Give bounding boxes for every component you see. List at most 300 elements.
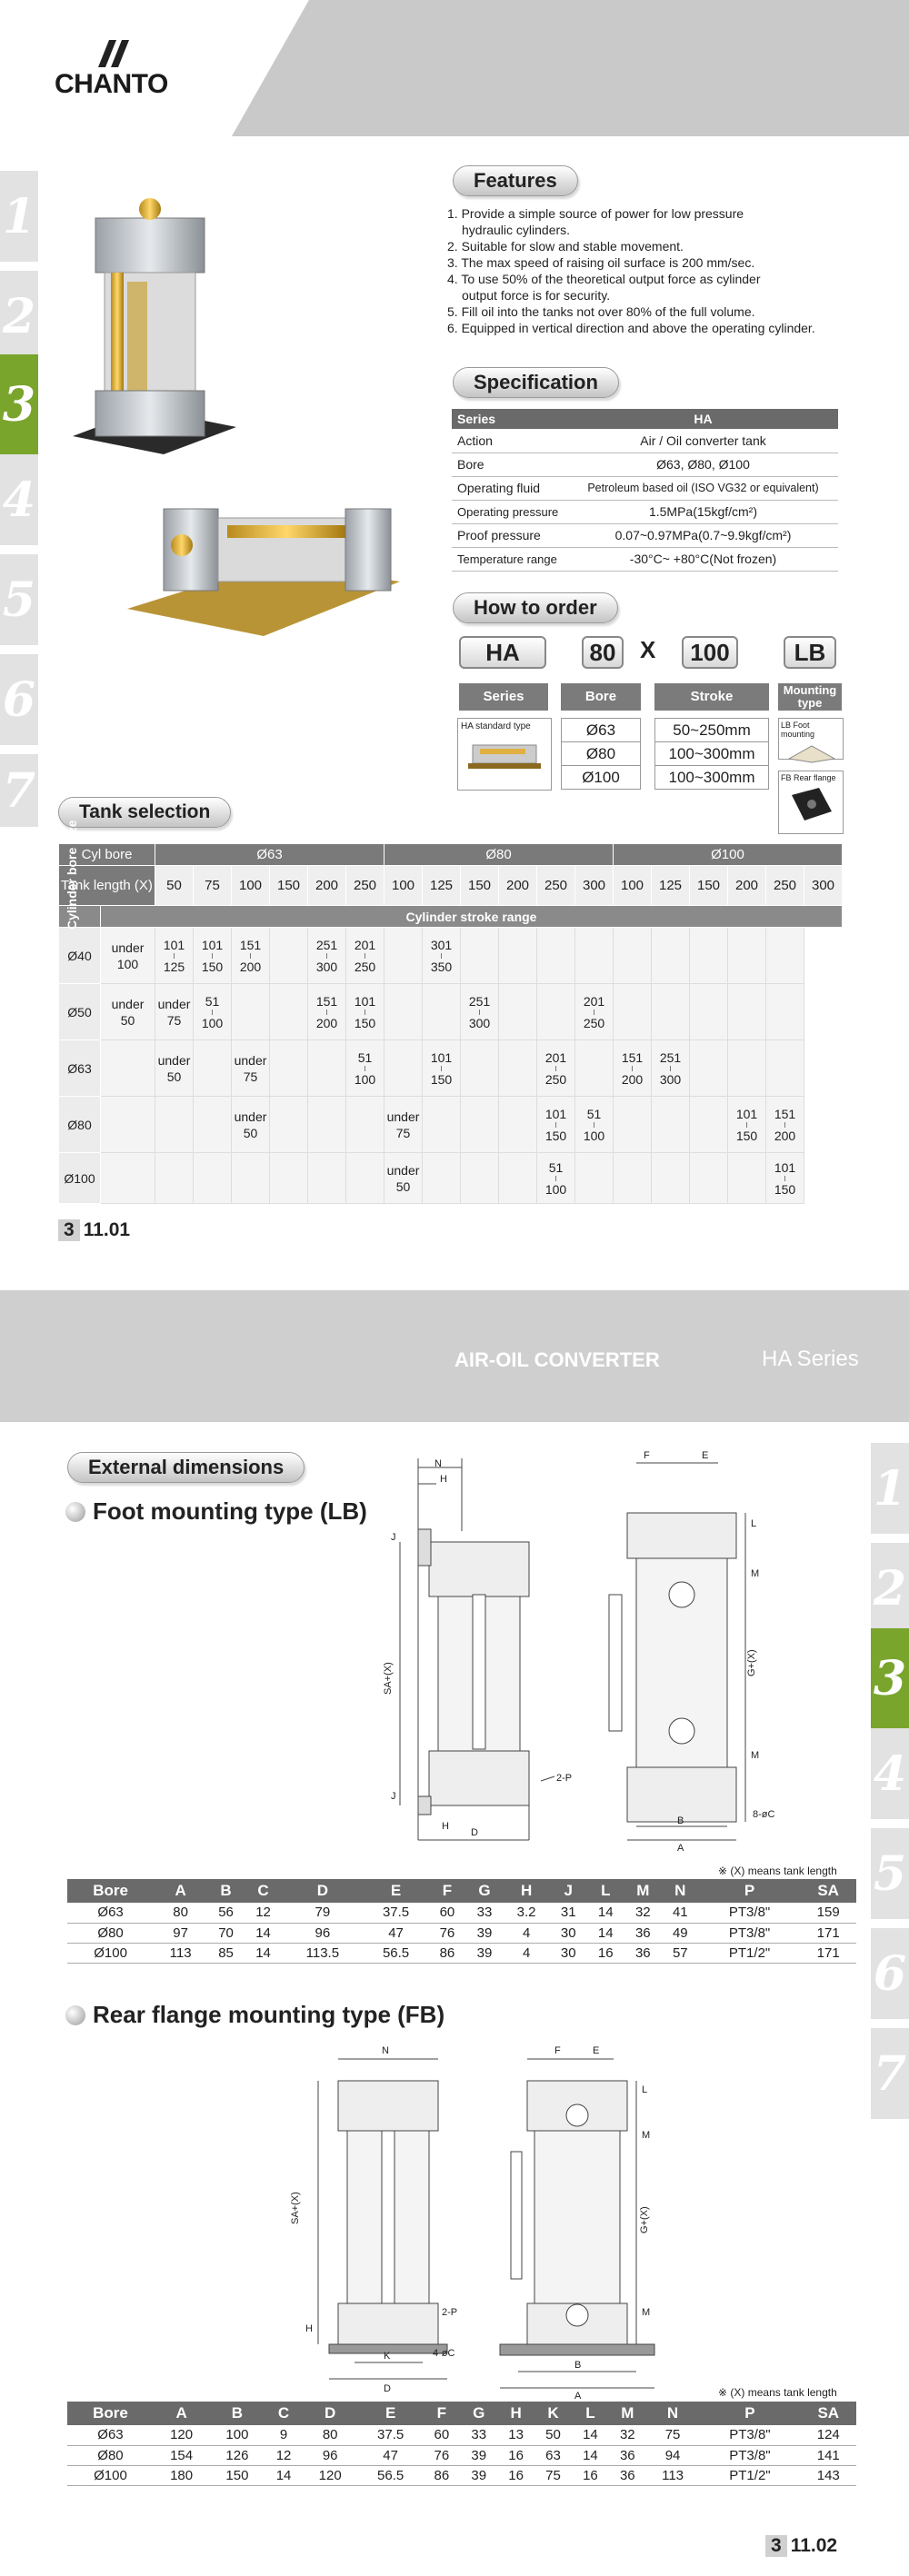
order-code-bore: 80 <box>582 636 624 669</box>
tank-cell <box>101 928 155 984</box>
stroke-option[interactable]: 50~250mm <box>655 719 769 742</box>
dim-cell: Ø80 <box>67 1923 154 1943</box>
tank-cell <box>385 1040 423 1097</box>
tank-row-bore: Ø50 <box>59 984 101 1040</box>
cell-line: 350 <box>430 959 453 974</box>
dim-cell: 39 <box>465 1923 503 1943</box>
tank-cell <box>101 984 155 1040</box>
dim-cell: 60 <box>428 1903 465 1923</box>
foot-mount-icon <box>784 741 839 764</box>
cell-line: under <box>111 940 145 955</box>
dim-col-header: E <box>364 1879 429 1903</box>
chapter-tab-7-right[interactable]: 7 <box>871 2028 909 2119</box>
tank-cell <box>232 928 270 984</box>
dim-cell: 37.5 <box>364 1903 429 1923</box>
chapter-tab-6-right[interactable]: 6 <box>871 1928 909 2019</box>
tank-length-col: 100 <box>385 866 423 906</box>
dim-cell: 75 <box>534 2465 572 2485</box>
dim-cell: 12 <box>245 1903 282 1923</box>
dim-cell: 14 <box>572 2425 609 2445</box>
dim-col-header: M <box>609 2402 646 2425</box>
tank-cell <box>575 1040 614 1097</box>
dim-cell: 154 <box>154 2445 209 2465</box>
tank-length-col: 150 <box>461 866 499 906</box>
cell-line: 75 <box>395 1125 411 1140</box>
tank-cell <box>537 1153 575 1204</box>
cell-line: 50 <box>166 1069 182 1084</box>
dim-cell: 14 <box>587 1903 624 1923</box>
tank-length-col: 200 <box>499 866 537 906</box>
dim-cell: 120 <box>154 2425 209 2445</box>
dim-col-header: P <box>699 1879 801 1903</box>
cell-line: 100 <box>544 1181 567 1197</box>
features-heading: Features <box>453 165 578 196</box>
cell-line: 100 <box>583 1128 605 1143</box>
dim-l: L <box>751 1518 757 1529</box>
cell-line: 101 <box>354 993 376 1009</box>
tank-cell <box>308 928 346 984</box>
dim-cell: 159 <box>800 1903 856 1923</box>
dim-e: E <box>702 1450 709 1461</box>
fb-title: Rear flange mounting type (FB) <box>93 2001 445 2028</box>
dim-col-header: B <box>209 2402 265 2425</box>
dim-cell: 96 <box>282 1923 364 1943</box>
tank-cell <box>614 1153 652 1204</box>
chapter-tab-4[interactable]: 4 <box>0 454 38 545</box>
tank-cell <box>346 1040 385 1097</box>
cell-line: 200 <box>239 959 262 974</box>
side-label <box>65 904 79 930</box>
cell-line: under <box>234 1109 267 1124</box>
bore-option[interactable]: Ø63 <box>562 719 641 742</box>
dim-col-header: H <box>503 1879 549 1903</box>
tank-length-col: 125 <box>652 866 690 906</box>
stroke-option[interactable]: 100~300mm <box>655 766 769 790</box>
dim-cell: 120 <box>303 2465 358 2485</box>
tank-length-note-lb: ※ (X) means tank length <box>718 1865 837 1877</box>
cell-line: 100 <box>354 1071 376 1087</box>
chapter-tab-5-right[interactable]: 5 <box>871 1828 909 1919</box>
tank-cell <box>423 984 461 1040</box>
fb-dim-p: 2-P <box>442 2307 458 2318</box>
tank-cell <box>308 984 346 1040</box>
fb-dim-f: F <box>554 2045 561 2056</box>
banner-series: HA Series <box>762 1347 859 1371</box>
tank-cell <box>346 928 385 984</box>
dim-m: M <box>751 1568 760 1579</box>
tank-cell <box>308 1040 346 1097</box>
cell-line: 150 <box>735 1128 758 1143</box>
tank-length-col: 200 <box>728 866 766 906</box>
chapter-tab-1[interactable]: 1 <box>0 171 38 262</box>
tank-length-col: 300 <box>804 866 843 906</box>
fb-dim-n: N <box>382 2045 389 2056</box>
tank-cell <box>575 1097 614 1153</box>
dim-row <box>67 2465 856 2485</box>
spec-value: -30°C~ +80°C(Not frozen) <box>568 547 838 571</box>
dim-cell: 57 <box>662 1943 699 1963</box>
dim-col-header: J <box>550 1879 587 1903</box>
product-photo <box>55 182 418 654</box>
lb-title: Foot mounting type (LB) <box>93 1497 367 1525</box>
tank-row <box>59 1040 843 1097</box>
dim-cell: 50 <box>534 2425 572 2445</box>
tank-cell <box>101 1040 155 1097</box>
cell-line: 75 <box>166 1012 182 1028</box>
page-number-2 <box>765 2535 837 2557</box>
tank-length-col: 75 <box>194 866 232 906</box>
chapter-tab-1-right[interactable]: 1 <box>871 1443 909 1534</box>
side-label-cell <box>59 906 101 928</box>
dim-n: N <box>435 1458 442 1469</box>
tank-cell <box>575 984 614 1040</box>
dim-cell: 14 <box>572 2445 609 2465</box>
dim-cell: PT3/8" <box>699 1923 801 1943</box>
chapter-tab-3[interactable]: 3 <box>0 354 38 454</box>
spec-label: Operating fluid <box>452 476 568 500</box>
cell-line: 101 <box>544 1106 567 1121</box>
tank-cell <box>690 984 728 1040</box>
cell-line: 201 <box>583 993 605 1009</box>
tank-cell <box>461 1153 499 1204</box>
chapter-tab-7[interactable]: 7 <box>0 754 38 827</box>
tank-length-col: 50 <box>155 866 194 906</box>
tank-length-col: 150 <box>270 866 308 906</box>
fb-dim-l: L <box>642 2084 648 2095</box>
dim-cell: 13 <box>497 2425 534 2445</box>
cell-line: 100 <box>116 956 139 971</box>
tank-cell <box>346 984 385 1040</box>
cell-line: 51 <box>205 993 220 1009</box>
tank-cell <box>652 1153 690 1204</box>
tank-cell <box>499 1040 537 1097</box>
tank-cell <box>766 1153 804 1204</box>
dim-h: H <box>440 1474 447 1485</box>
chapter-tab-4-right[interactable]: 4 <box>871 1728 909 1819</box>
cell-line: under <box>111 996 145 1011</box>
lb-section-title <box>65 1497 367 1526</box>
tank-cell <box>728 928 766 984</box>
tank-cell <box>101 1153 155 1204</box>
cell-line: 151 <box>239 937 262 952</box>
feature-item: 6. Equipped in vertical direction and above the operating cylinder. <box>447 321 815 335</box>
dim-cell: 39 <box>460 2445 497 2465</box>
dim-cell: 36 <box>624 1923 662 1943</box>
tank-cell <box>194 1097 232 1153</box>
dim-cell: 141 <box>801 2445 856 2465</box>
dim-cell: 85 <box>207 1943 245 1963</box>
dim-col-header: N <box>646 2402 700 2425</box>
order-label-stroke: Stroke <box>654 683 769 711</box>
cell-line: 151 <box>315 993 338 1009</box>
tank-cell <box>461 928 499 984</box>
fb-dim-h: H <box>305 2323 313 2334</box>
tank-cell <box>652 1097 690 1153</box>
spec-label: Bore <box>452 453 568 476</box>
lb-drawing <box>364 1450 836 1858</box>
tank-cell <box>346 1097 385 1153</box>
dim-cell: Ø63 <box>67 1903 154 1923</box>
tank-cell <box>537 928 575 984</box>
dim-cell: 94 <box>646 2445 700 2465</box>
cell-line: 250 <box>583 1015 605 1030</box>
cell-line: 300 <box>659 1071 682 1087</box>
dim-cell: 70 <box>207 1923 245 1943</box>
dim-col-header: C <box>245 1879 282 1903</box>
dim-cell: 16 <box>497 2445 534 2465</box>
dim-row <box>67 1923 856 1943</box>
cell-line: under <box>386 1109 420 1124</box>
stroke-option[interactable]: 100~300mm <box>655 742 769 766</box>
cell-line: 125 <box>163 959 185 974</box>
dim-cell: 113.5 <box>282 1943 364 1963</box>
spec-value: Air / Oil converter tank <box>568 429 838 453</box>
tank-length-col: 250 <box>766 866 804 906</box>
tank-cell <box>614 928 652 984</box>
stroke-options <box>654 718 769 790</box>
tank-cell <box>614 1040 652 1097</box>
tank-cell <box>652 1040 690 1097</box>
dim-col-header: A <box>154 1879 207 1903</box>
tank-cell <box>575 928 614 984</box>
dim-cell: 171 <box>800 1923 856 1943</box>
dim-cell: Ø80 <box>67 2445 154 2465</box>
tank-cell <box>270 1153 308 1204</box>
mount-option-fb[interactable] <box>778 771 844 834</box>
fb-section-title <box>65 2001 445 2029</box>
spec-table <box>452 409 838 572</box>
bore-group-80: Ø80 <box>385 844 614 866</box>
cell-line: 251 <box>659 1049 682 1065</box>
dim-cell: 37.5 <box>358 2425 424 2445</box>
cell-line: 250 <box>354 959 376 974</box>
dim-p: 2-P <box>556 1773 573 1784</box>
dim-col-header: SA <box>801 2402 856 2425</box>
fb-dim-k: K <box>384 2351 391 2362</box>
order-code-mount: LB <box>784 636 836 669</box>
tank-cell <box>728 1097 766 1153</box>
cell-line: 51 <box>586 1106 602 1121</box>
bore-group-100: Ø100 <box>614 844 843 866</box>
banner-title: AIR-OIL CONVERTER <box>454 1348 660 1371</box>
dim-cell: 86 <box>423 2465 460 2485</box>
dim-cell: PT3/8" <box>699 1903 801 1923</box>
tank-cell <box>385 1097 423 1153</box>
tank-cell <box>461 984 499 1040</box>
dim-col-header: C <box>265 2402 303 2425</box>
tank-length-col: 125 <box>423 866 461 906</box>
chapter-num: 3 <box>765 2535 787 2557</box>
cell-line: 100 <box>201 1015 224 1030</box>
dim-col-header: N <box>662 1879 699 1903</box>
feature-item: 1. Provide a simple source of power for low pressure <box>447 206 744 221</box>
order-label-bore: Bore <box>561 683 641 711</box>
spec-value: 0.07~0.97MPa(0.7~9.9kgf/cm²) <box>568 523 838 547</box>
tank-cell <box>232 1153 270 1204</box>
feature-item: hydraulic cylinders. <box>462 223 571 237</box>
series-note: HA standard type <box>461 721 531 731</box>
cell-line: under <box>234 1052 267 1068</box>
cell-line: 151 <box>774 1106 796 1121</box>
tank-length-col: 300 <box>575 866 614 906</box>
dim-cell: Ø100 <box>67 1943 154 1963</box>
tank-cell <box>461 1097 499 1153</box>
dim-col-header: A <box>154 2402 209 2425</box>
tank-cell <box>728 1040 766 1097</box>
tank-cell <box>270 928 308 984</box>
chapter-tab-5[interactable]: 5 <box>0 554 38 645</box>
fb-dim-d: D <box>384 2383 391 2394</box>
tank-cell <box>614 1097 652 1153</box>
tank-length-col: 250 <box>537 866 575 906</box>
order-code-x: X <box>640 636 656 663</box>
chapter-tab-2-right[interactable]: 2 <box>871 1543 909 1634</box>
dim-cell: 150 <box>209 2465 265 2485</box>
tank-length-col: 200 <box>308 866 346 906</box>
tank-cell <box>690 928 728 984</box>
tank-row-bore: Ø80 <box>59 1097 101 1153</box>
tank-cell <box>652 984 690 1040</box>
mount-lb-label: LB Foot mounting <box>781 721 815 739</box>
tank-cell <box>270 984 308 1040</box>
dim-col-header: P <box>699 2402 800 2425</box>
dim-col-header: E <box>358 2402 424 2425</box>
tank-length-col: 250 <box>346 866 385 906</box>
order-code-stroke: 100 <box>682 636 738 669</box>
tank-cell <box>155 1040 194 1097</box>
tank-cell <box>652 928 690 984</box>
dim-col-header: F <box>423 2402 460 2425</box>
cell-line: 201 <box>354 937 376 952</box>
dim-cell: 47 <box>364 1923 429 1943</box>
tank-length-label: Tank length (X) <box>59 866 155 906</box>
dim-cell: 32 <box>609 2425 646 2445</box>
tank-cell <box>499 1097 537 1153</box>
tank-length-col: 100 <box>232 866 270 906</box>
tank-selection-table <box>58 843 843 1204</box>
feature-item: 4. To use 50% of the theoretical output force as cylinder <box>447 272 761 286</box>
cell-line: 150 <box>774 1181 796 1197</box>
fb-drawing <box>273 2043 745 2402</box>
tank-cell <box>766 1040 804 1097</box>
lb-dimension-table <box>67 1879 856 1964</box>
dim-cell: 60 <box>423 2425 460 2445</box>
cell-line: 51 <box>548 1159 564 1175</box>
tank-row <box>59 928 843 984</box>
cyl-bore-label: Cyl bore <box>59 844 155 866</box>
dim-cell: 171 <box>800 1943 856 1963</box>
dim-g: G+(X) <box>746 1649 757 1676</box>
dim-cell: 30 <box>550 1943 587 1963</box>
dim-cell: 56.5 <box>358 2465 424 2485</box>
tank-row-bore: Ø63 <box>59 1040 101 1097</box>
chapter-num: 3 <box>58 1219 80 1241</box>
dim-cell: 97 <box>154 1923 207 1943</box>
dim-m-bottom: M <box>751 1750 760 1761</box>
dim-b: B <box>677 1815 684 1826</box>
dim-cell: 75 <box>646 2425 700 2445</box>
bore-option[interactable]: Ø100 <box>562 766 641 790</box>
fb-dim-b: B <box>574 2360 582 2371</box>
dim-cell: 12 <box>265 2445 303 2465</box>
page-num: 11.01 <box>83 1219 131 1240</box>
dim-col-header: L <box>572 2402 609 2425</box>
dim-cell: 3.2 <box>503 1903 549 1923</box>
tank-cell <box>308 1097 346 1153</box>
spec-label: Proof pressure <box>452 523 568 547</box>
dim-col-header: Bore <box>67 2402 154 2425</box>
dim-cell: 9 <box>265 2425 303 2445</box>
cell-line: 200 <box>621 1071 644 1087</box>
fb-dimension-table <box>67 2402 856 2486</box>
dim-col-header: K <box>534 2402 572 2425</box>
tank-cell <box>614 984 652 1040</box>
dim-cell: 14 <box>245 1923 282 1943</box>
mount-option-lb[interactable] <box>778 718 844 760</box>
dim-cell: 143 <box>801 2465 856 2485</box>
tank-cell <box>575 1153 614 1204</box>
tank-cell <box>423 1153 461 1204</box>
spec-label: Temperature range <box>452 547 568 571</box>
dim-j: J <box>391 1532 396 1543</box>
chapter-tab-2[interactable]: 2 <box>0 271 38 362</box>
fb-dim-g: G+(X) <box>639 2206 650 2233</box>
bore-option[interactable]: Ø80 <box>562 742 641 766</box>
order-label-series: Series <box>459 683 548 711</box>
tank-cell <box>766 928 804 984</box>
dim-row <box>67 2425 856 2445</box>
dim-cell: 36 <box>624 1943 662 1963</box>
tank-cell <box>270 1040 308 1097</box>
dim-cell: 49 <box>662 1923 699 1943</box>
dim-cell: 124 <box>801 2425 856 2445</box>
cell-line: 150 <box>544 1128 567 1143</box>
dim-cell: 76 <box>423 2445 460 2465</box>
tank-table-wrap <box>58 843 843 1204</box>
dim-j-bottom: J <box>391 1791 396 1802</box>
tank-cell <box>385 1153 423 1204</box>
mount-fb-label: FB Rear flange <box>781 773 836 782</box>
tank-row <box>59 1153 843 1204</box>
tank-cell <box>155 1097 194 1153</box>
bullet-icon <box>65 2005 85 2025</box>
dim-cell: 100 <box>209 2425 265 2445</box>
cell-line: 101 <box>201 937 224 952</box>
dim-cell: 47 <box>358 2445 424 2465</box>
bore-options <box>561 718 641 790</box>
tank-cell <box>385 984 423 1040</box>
chapter-tab-3-right[interactable]: 3 <box>871 1628 909 1728</box>
fb-dim-c: 4-øC <box>433 2348 455 2359</box>
dim-row <box>67 1903 856 1923</box>
spec-value: 1.5MPa(15kgf/cm²) <box>568 500 838 523</box>
bullet-icon <box>65 1502 85 1522</box>
cell-line: 101 <box>163 937 185 952</box>
tank-cell <box>537 984 575 1040</box>
tank-cell <box>155 928 194 984</box>
tank-cell <box>499 984 537 1040</box>
cell-line: 101 <box>735 1106 758 1121</box>
rear-flange-icon <box>784 784 839 830</box>
series-option[interactable] <box>457 718 552 791</box>
brand-name: CHANTO <box>55 69 168 99</box>
cell-line: 300 <box>468 1015 491 1030</box>
cell-line: 201 <box>544 1049 567 1065</box>
cell-line: 101 <box>430 1049 453 1065</box>
page2-banner <box>0 1290 909 1422</box>
feature-item: output force is for security. <box>462 288 611 303</box>
chapter-tab-6[interactable]: 6 <box>0 654 38 745</box>
